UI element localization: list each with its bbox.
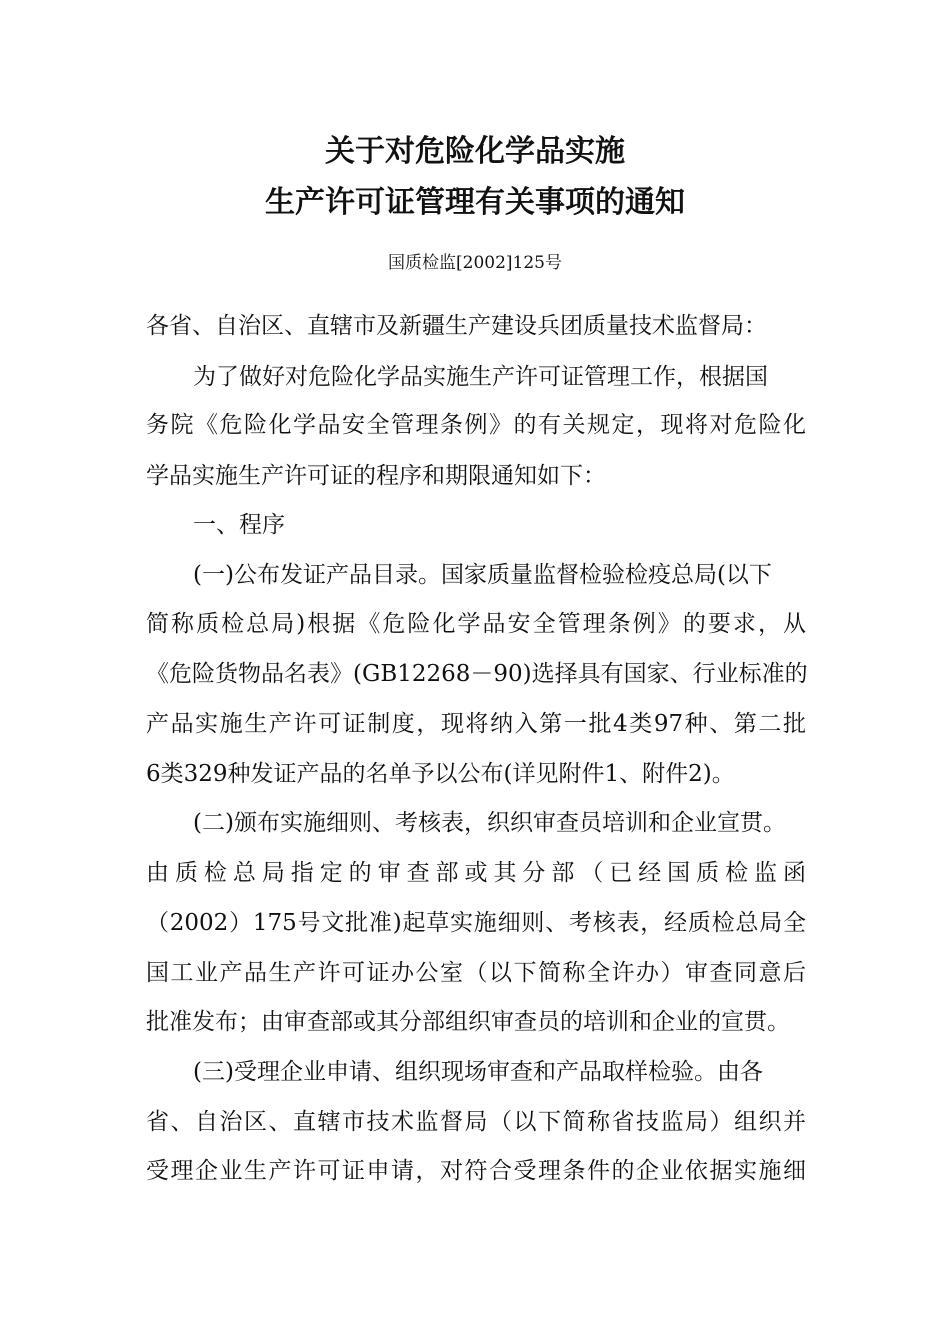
body-line: 《危险货物品名表》(GB12268－90)选择具有国家、行业标准的 bbox=[146, 661, 808, 687]
body-line: 省、自治区、直辖市技术监督局（以下简称省技监局）组织并 bbox=[146, 1109, 806, 1135]
body-line: 受理企业生产许可证申请，对符合受理条件的企业依据实施细 bbox=[146, 1158, 806, 1184]
body-line: 国工业产品生产许可证办公室（以下简称全许办）审查同意后 bbox=[146, 960, 806, 986]
body-line: 务院《危险化学品安全管理条例》的有关规定，现将对危险化 bbox=[146, 412, 806, 438]
body-line: 产品实施生产许可证制度，现将纳入第一批4类97种、第二批 bbox=[146, 711, 806, 737]
body-line: 简称质检总局)根据《危险化学品安全管理条例》的要求，从 bbox=[146, 611, 806, 637]
body-line: 学品实施生产许可证的程序和期限通知如下： bbox=[146, 463, 606, 489]
body-line: (一)公布发证产品目录。国家质量监督检验检疫总局(以下 bbox=[193, 562, 772, 588]
document-title-line-2: 生产许可证管理有关事项的通知 bbox=[265, 185, 685, 220]
body-line: （2002）175号文批准)起草实施细则、考核表，经质检总局全 bbox=[146, 910, 806, 936]
body-line: 6类329种发证产品的名单予以公布(详见附件1、附件2)。 bbox=[146, 761, 735, 787]
body-line: 由质检总局指定的审查部或其分部（已经国质检监函 bbox=[146, 860, 806, 886]
body-line: 批准发布；由审查部或其分部组织审查员的培训和企业的宣贯。 bbox=[146, 1009, 790, 1035]
body-line: (三)受理企业申请、组织现场审查和产品取样检验。由各 bbox=[193, 1059, 763, 1085]
document-number: 国质检监[2002]125号 bbox=[388, 253, 562, 273]
document-title-line-1: 关于对危险化学品实施 bbox=[325, 134, 625, 169]
section-heading: 一、程序 bbox=[193, 512, 285, 538]
body-line: (二)颁布实施细则、考核表，织织审查员培训和企业宣贯。 bbox=[193, 810, 786, 836]
body-line: 为了做好对危险化学品实施生产许可证管理工作，根据国 bbox=[193, 364, 768, 390]
salutation-line: 各省、自治区、直辖市及新疆生产建设兵团质量技术监督局： bbox=[146, 313, 767, 339]
